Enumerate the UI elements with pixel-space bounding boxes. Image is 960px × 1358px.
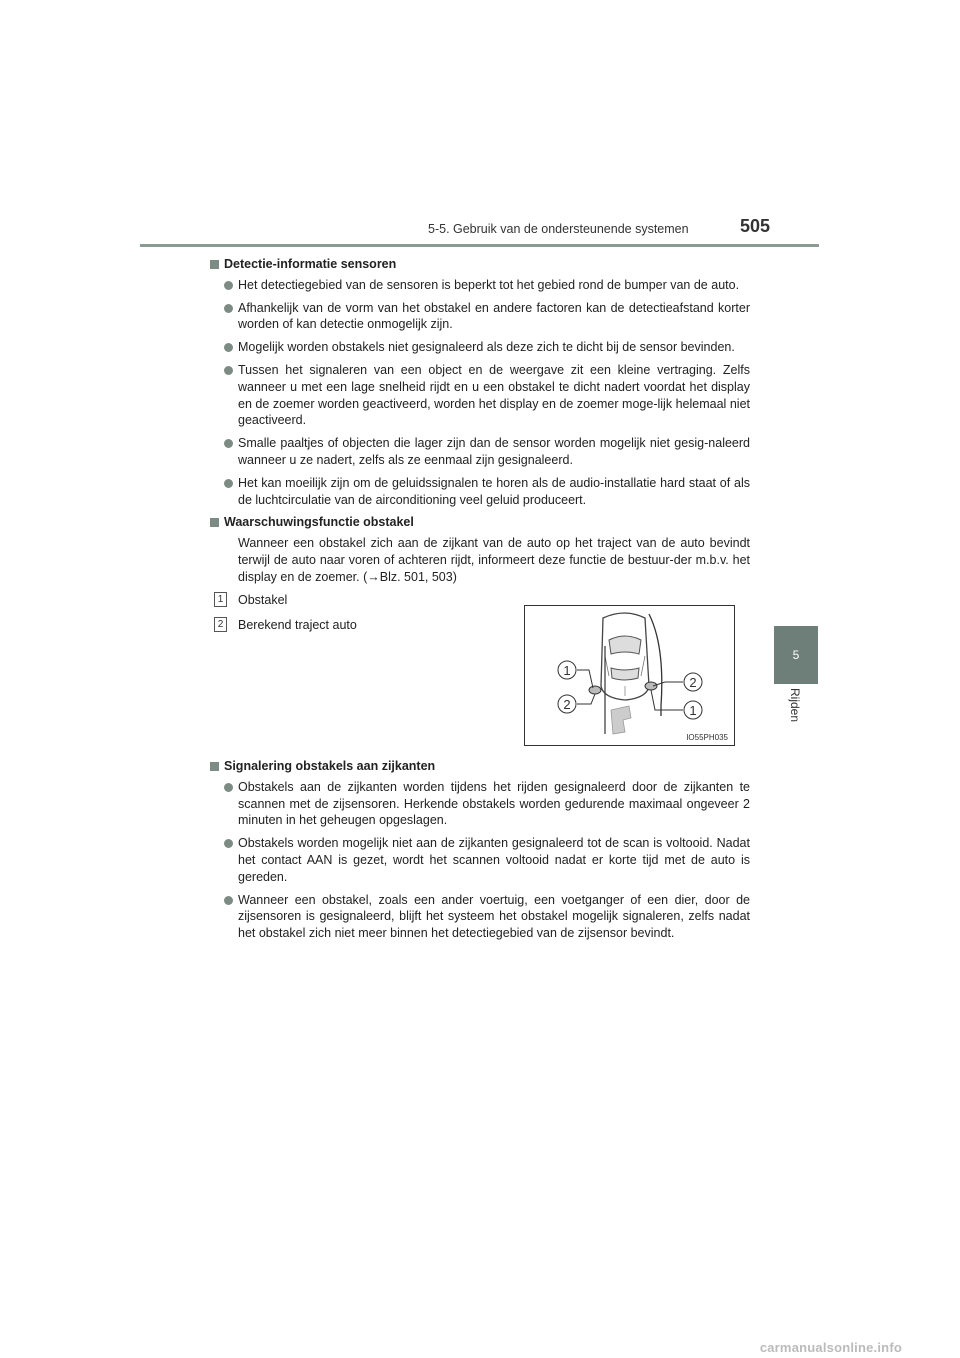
square-bullet-icon [210,762,219,771]
main-content [210,256,750,642]
figure-side-sensor [524,605,735,746]
round-bullet-icon [224,783,233,792]
chapter-tab: 5 [774,626,818,684]
page-number: 505 [740,216,771,236]
list-item: Het detectiegebied van de sensoren is beperkt tot het gebied rond de bumper van de auto. [210,277,750,294]
callout-label: 1 [563,663,571,678]
watermark: carmanualsonline.info [759,1340,902,1355]
callout-label: 2 [563,697,571,712]
section-heading: Waarschuwingsfunctie obstakel [210,514,750,531]
legend-item: 1 Obstakel [210,592,750,608]
page-header [0,0,960,250]
section-paragraph: Wanneer een obstakel zich aan de zijkant van de auto op het traject van de auto bevindt terwijl de auto naar voren of achteren rijdt, informeert deze functie de bestuur-der m.b.v. het display en de zoemer. (→Blz. 501, 503) [238,536,750,584]
list-item: Mogelijk worden obstakels niet gesignaleerd als deze zich te dicht bij de sensor bevinden. [210,339,750,356]
round-bullet-icon [224,479,233,488]
header-divider [140,244,819,247]
section-heading: Detectie-informatie sensoren [210,256,750,273]
figure-code: IO55PH035 [686,733,728,742]
round-bullet-icon [224,896,233,905]
list-item: Wanneer een obstakel, zoals een ander voertuig, een voetganger of een dier, door de zijsensoren is gesignaleerd, blijft het systeem het obstakel mogelijk signaleren, zelfs nadat het obstakel zich niet meer binnen het detectiegebied van de zijsensor bevindt. [210,892,750,942]
callout-number: 1 [214,592,227,607]
list-item: Obstakels worden mogelijk niet aan de zijkanten gesignaleerd tot de scan is voltooid. Nadat het contact AAN is gezet, wordt het scannen voltooid nadat er korte tijd met de auto is gereden. [210,835,750,885]
car-top-view-illustration [525,606,734,745]
list-item: Afhankelijk van de vorm van het obstakel en andere factoren kan de detectieafstand korter worden of kan detectie onmogelijk zijn. [210,300,750,334]
list-item: Obstakels aan de zijkanten worden tijdens het rijden gesignaleerd door de zijkanten te scannen met de zijsensoren. Herkende obstakels worden gedurende maximaal ongeveer 2 minuten in het geheugen opgeslagen. [210,779,750,829]
round-bullet-icon [224,839,233,848]
square-bullet-icon [210,518,219,527]
round-bullet-icon [224,366,233,375]
round-bullet-icon [224,281,233,290]
list-item: Het kan moeilijk zijn om de geluidssignalen te horen als de audio-installatie hard staat of als de luchtcirculatie van de airconditioning veel geluid produceert. [210,475,750,509]
round-bullet-icon [224,343,233,352]
list-item: Smalle paaltjes of objecten die lager zijn dan de sensor worden mogelijk niet gesig-naleerd wanneer u ze nadert, zelfs als ze eenmaal zijn gesignaleerd. [210,435,750,469]
callout-number: 2 [214,617,227,632]
main-content-lower [210,758,750,948]
callout-label: 1 [689,703,697,718]
callout-label: 2 [689,675,697,690]
round-bullet-icon [224,304,233,313]
round-bullet-icon [224,439,233,448]
list-item: Tussen het signaleren van een object en de weergave zit een kleine vertraging. Zelfs wanneer u met een lage snelheid rijdt en u een obstakel te dicht nadert voordat het display en de zoemer worden geactiveerd, worden het display en de zoemer moge-lijk helemaal niet geactiveerd. [210,362,750,429]
legend-item: 2 Berekend traject auto [210,617,750,633]
chapter-label: Rijden [788,687,803,723]
section-heading: Signalering obstakels aan zijkanten [210,758,750,775]
section-title: 5-5. Gebruik van de ondersteunende systemen [428,222,689,236]
footer [0,1340,960,1358]
square-bullet-icon [210,260,219,269]
